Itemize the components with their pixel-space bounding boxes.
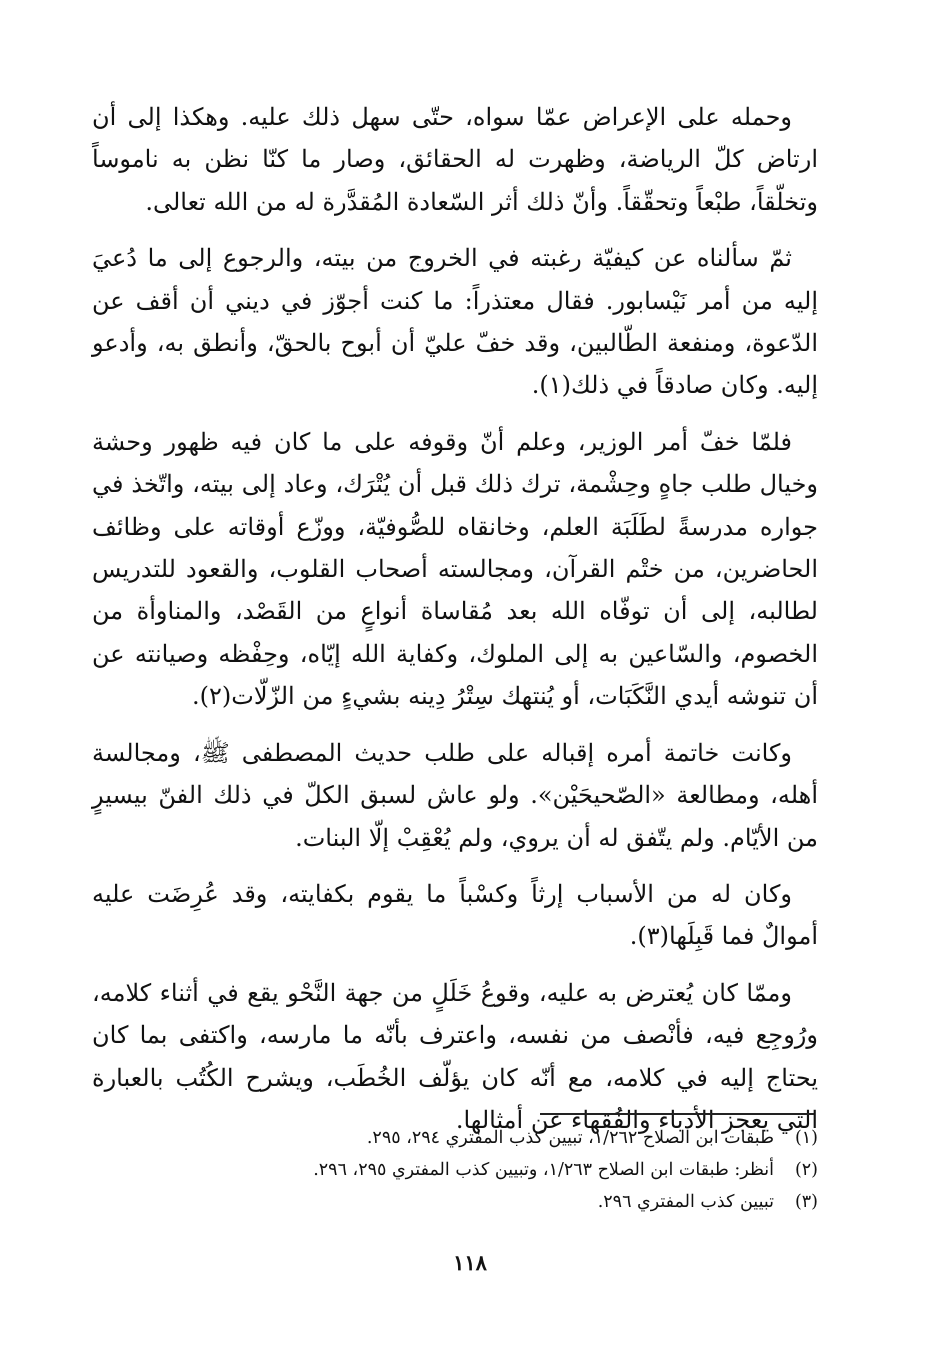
footnotes <box>92 1122 818 1218</box>
paragraph-4: وكانت خاتمة أمره إقباله على طلب حديث المصطفى ﷺ، ومجالسة أهله، ومطالعة «الصّحيحَيْن». ولو عاش لسبق الكلّ في ذلك الفنّ بيسيرٍ من الأيّام. ولم يتّفق له أن يروي، ولم يُعْقِبْ إلّا البنات. <box>92 738 818 852</box>
paragraph-2: ثمّ سألناه عن كيفيّة رغبته في الخروج من بيته، والرجوع إلى ما دُعيَ إليه من أمر نَيْسابور. فقال معتذراً: ما كنت أجوّز في ديني أن أقف عن الدّعوة، ومنفعة الطّالبين، وقد خفّ عليّ أن أبوح بالحقّ، وأنطق به، وأدعو إليه. وكان صادقاً في ذلك(١). <box>92 244 818 400</box>
footnote-3 <box>92 1186 818 1218</box>
footnote-number: (٢) <box>794 1160 818 1180</box>
page-number: ١١٨ <box>453 1250 487 1275</box>
footnote-text: أنظر: طبقات ابن الصلاح ١/٢٦٣، وتبيين كذب المفتري ٢٩٥، ٢٩٦. <box>313 1160 774 1180</box>
main-text <box>92 96 818 1155</box>
footnote-text: تبيين كذب المفتري ٢٩٦. <box>597 1192 774 1212</box>
footnote-2 <box>92 1154 818 1186</box>
footnote-number: (٣) <box>794 1192 818 1212</box>
footnote-number: (١) <box>794 1128 818 1148</box>
paragraph-1: وحمله على الإعراض عمّا سواه، حتّى سهل ذلك عليه. وهكذا إلى أن ارتاض كلّ الرياضة، وظهرت له الحقائق، وصار ما كنّا نظن به ناموساً وتخلّقاً، طبْعاً وتحقّقاً. وأنّ ذلك أثر السّعادة المُقدَّرة له من الله تعالى. <box>92 103 818 216</box>
paragraph-6: وممّا كان يُعترض به عليه، وقوعُ خَلَلٍ من جهة النَّحْو يقع في أثناء كلامه، ورُوجِع فيه، فأنْصف من نفسه، واعترف بأنّه ما مارسه، واكتفى بما كان يحتاج إليه في كلامه، مع أنّه كان يؤلّف الخُطَب، ويشرح الكُتُب بالعبارة التي يعجز الأدباء والفُقهاء عن أمثالها. <box>92 978 818 1134</box>
footnote-text: طبقات ابن الصلاح ١/٢٦٢، تبيين كذب المفتري ٢٩٤، ٢٩٥. <box>366 1128 774 1148</box>
footnote-separator <box>540 1113 814 1115</box>
paragraph-5: وكان له من الأسباب إرثاً وكسْباً ما يقوم بكفايته، وقد عُرِضَت عليه أموالٌ فما قَبِلَها(٣). <box>92 879 818 951</box>
footnote-1 <box>92 1122 818 1154</box>
paragraph-3: فلمّا خفّ أمر الوزير، وعلم أنّ وقوفه على ما كان فيه ظهور وحشة وخيال طلب جاهٍ وحِشْمة، ترك ذلك قبل أن يُتْرَك، وعاد إلى بيته، واتّخذ في جواره مدرسةً لطَلَبَة العلم، وخانقاه للصُّوفيّة، ووزّع أوقاته على وظائف الحاضرين، من ختْم القرآن، ومجالسته أصحاب القلوب، والقعود للتدريس لطالبه، إلى أن توفّاه الله بعد مُقاساة أنواعٍ من القَصْد، والمناوأة من الخصوم، والسّاعين به إلى الملوك، وكفاية الله إيّاه، وحِفْظه وصيانته عن أن تنوشه أيدي النَّكَبَات، أو يُنتهك سِتْرُ دِينه بشيءٍ من الزّلّات(٢). <box>92 427 818 711</box>
